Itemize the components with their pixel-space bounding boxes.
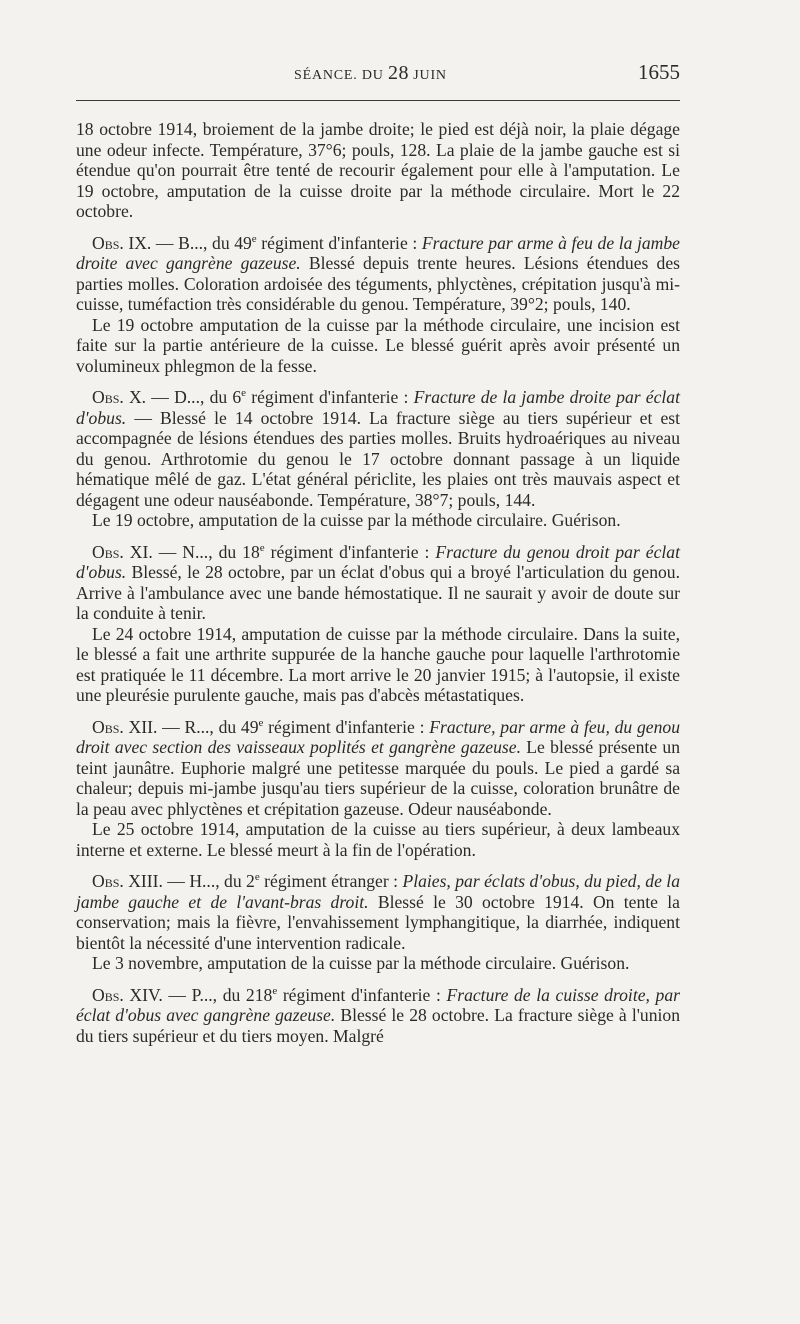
text-run: Le 25 octobre 1914, amputation de la cuisse au tiers supérieur, à deux lambeaux interne et externe. Le blessé meurt à la fin de l'opération. xyxy=(76,819,680,860)
header-title: SÉANCE. DU 28 JUIN xyxy=(294,62,447,84)
text-run: e xyxy=(259,541,265,554)
observation-xi xyxy=(76,542,680,624)
observation-x-outcome xyxy=(76,510,680,531)
text-run: Le 19 octobre, amputation de la cuisse par la méthode circulaire. Guérison. xyxy=(92,510,621,530)
body-text xyxy=(76,119,680,1046)
text-run: Fracture de la jambe droite par éclat d'obus. xyxy=(76,387,680,428)
text-run: e xyxy=(251,232,257,245)
text-run: Obs. IX. xyxy=(92,232,152,253)
text-run: Fracture, par arme à feu, du genou droit avec section des vaisseaux poplités et gangrène gazeuse. xyxy=(76,716,680,757)
text-run: Obs. XI. xyxy=(92,541,153,562)
header-rule xyxy=(76,100,680,101)
text-run: Blessé le 28 octobre. La fracture siège à l'union du tiers supérieur et du tiers moyen. Malgré xyxy=(76,1005,680,1046)
text-run: régiment d'infanterie : xyxy=(263,716,430,737)
text-run: — D..., du 6 xyxy=(146,387,242,407)
observation-ix xyxy=(76,233,680,315)
text-run: Obs. XII. xyxy=(92,716,158,737)
text-run: Fracture de la cuisse droite, par éclat d'obus avec gangrène gazeuse. xyxy=(76,984,680,1025)
text-run: Fracture du genou droit par éclat d'obus. xyxy=(76,541,680,582)
text-run: Obs. XIV. xyxy=(92,984,163,1005)
text-run: — N..., du 18 xyxy=(152,541,260,562)
text-run: e xyxy=(241,387,247,400)
text-run: e xyxy=(254,871,260,884)
observation-xiii-outcome xyxy=(76,953,680,974)
observation-xiii xyxy=(76,871,680,953)
text-run: Obs. X. xyxy=(92,387,147,407)
page-number: 1655 xyxy=(638,60,680,84)
observation-xi-outcome xyxy=(76,624,680,706)
observation-xiv xyxy=(76,985,680,1047)
text-run: Le 24 octobre 1914, amputation de cuisse par la méthode circulaire. Dans la suite, le blessé a fait une arthrite suppurée de la hanche gauche pour laquelle l'arthrotomie est pratiquée le 11 décembre. La mort arrive le 20 janvier 1915; à l'autopsie, il existe une pleurésie purulente gauche, mais pas d'abcès métastatiques. xyxy=(76,623,680,705)
text-run: régiment étranger : xyxy=(259,871,403,891)
text-run: régiment d'infanterie : xyxy=(264,541,436,562)
text-run: — H..., du 2 xyxy=(162,871,255,891)
observation-ix-outcome xyxy=(76,315,680,377)
running-header xyxy=(76,62,680,86)
text-run: — R..., du 49 xyxy=(157,716,259,737)
text-run: Fracture par arme à feu de la jambe droite avec gangrène gazeuse. xyxy=(76,232,680,273)
text-run: Plaies, par éclats d'obus, du pied, de la jambe gauche et de l'avant-bras droit. xyxy=(76,871,680,912)
text-run: Blessé le 30 octobre 1914. On tente la conservation; mais la fièvre, l'envahissement lymphangitique, la diarrhée, indiquent bientôt la nécessité d'une intervention radicale. xyxy=(76,891,680,953)
paragraph-continuation xyxy=(76,119,680,222)
text-run: — Blessé le 14 octobre 1914. La fracture siège au tiers supérieur et est accompagnée de lésions étendues des parties molles. Bruits hydroaériques au niveau du genou. Arthrotomie du genou le 17 octobre donnant passage à un liquide hématique mêlé de gaz. L'état général périclite, les plaies ont très mauvais aspect et dégagent une odeur nauséabonde. Température, 38°7; pouls, 144. xyxy=(76,407,680,510)
text-run: — B..., du 49 xyxy=(151,232,252,253)
observation-xii xyxy=(76,717,680,820)
observation-x xyxy=(76,387,680,510)
text-run: Blessé depuis trente heures. Lésions étendues des parties molles. Coloration ardoisée des téguments, phlyctènes, crépitation jusqu'à mi-cuisse, tuméfaction très considérable du genou. Température, 39°2; pouls, 140. xyxy=(76,253,681,314)
text-run: régiment d'infanterie : xyxy=(246,387,414,407)
text-run: Obs. XIII. xyxy=(92,871,163,891)
text-run: — P..., du 218 xyxy=(162,984,273,1005)
text-run: Le 3 novembre, amputation de la cuisse par la méthode circulaire. Guérison. xyxy=(92,953,630,973)
text-run: e xyxy=(272,984,278,997)
observation-xii-outcome xyxy=(76,819,680,860)
text-run: régiment d'infanterie : xyxy=(277,984,447,1005)
text-run: Le blessé présente un teint jaunâtre. Euphorie malgré une petitesse marquée du pouls. Le pied a gardé sa chaleur; depuis mi-jambe jusqu'au tiers supérieur de la cuisse, coloration brunâtre de la peau avec phlyctènes et crépitation gazeuse. Odeur nauséabonde. xyxy=(76,737,680,819)
text-run: Blessé, le 28 octobre, par un éclat d'obus qui a broyé l'articulation du genou. Arrive à l'ambulance avec une bande hémostatique. Il ne saurait y avoir de doute sur la conduite à tenir. xyxy=(76,562,680,623)
text-run: e xyxy=(258,716,264,729)
text-run: Le 19 octobre amputation de la cuisse par la méthode circulaire, une incision est faite sur la partie antérieure de la cuisse. Le blessé guérit après avoir présenté un volumineux phlegmon de la fesse. xyxy=(76,314,680,376)
text-run: 18 octobre 1914, broiement de la jambe droite; le pied est déjà noir, la plaie dégage une odeur infecte. Température, 37°6; pouls, 128. La plaie de la jambe gauche est si étendue qu'on pourrait être tenté de recourir également pour elle à l'amputation. Le 19 octobre, amputation de la cuisse droite par la méthode circulaire. Mort le 22 octobre. xyxy=(76,119,680,221)
text-run: régiment d'infanterie : xyxy=(256,232,422,253)
